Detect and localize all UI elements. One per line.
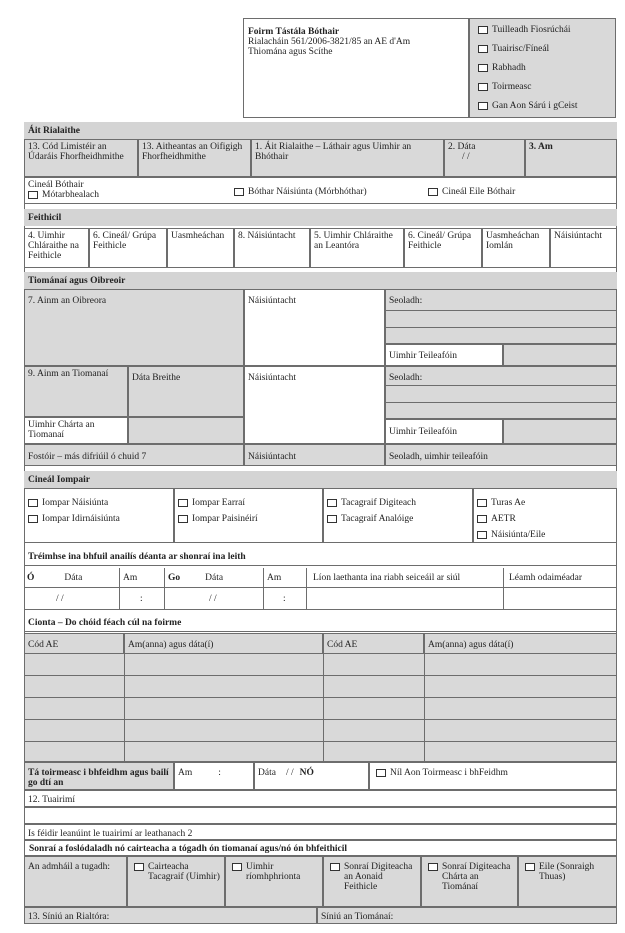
section-control-place: Áit Rialaithe <box>24 122 617 139</box>
field-operator-phone-value[interactable] <box>503 344 617 366</box>
checkbox-icon[interactable] <box>477 515 487 523</box>
transport-col-2 <box>174 488 323 543</box>
period-odometer[interactable]: Léamh odaiméadar <box>504 568 617 588</box>
road-type-label: Cineál Bóthair <box>28 180 84 190</box>
checkbox-icon[interactable] <box>28 191 38 199</box>
checkbox-icon[interactable] <box>327 515 337 523</box>
field-driver-card-value[interactable] <box>128 417 244 444</box>
period-to-date-value[interactable]: / / <box>165 588 264 610</box>
period-from-time[interactable]: Am <box>120 568 165 588</box>
opt-goods[interactable]: Iompar Earraí <box>178 498 319 514</box>
field-trailer-nationality[interactable]: Náisiúntacht <box>550 228 617 268</box>
checkbox-icon[interactable] <box>232 863 242 871</box>
period-to-time-value[interactable]: : <box>264 588 307 610</box>
checkbox-icon[interactable] <box>478 64 488 72</box>
period-to-date[interactable]: Go Dáta <box>165 568 264 588</box>
field-employer[interactable]: Fostóir – más difriúil ó chuid 7 <box>24 444 244 466</box>
remarks-continue-note: Is féidir leanúint le tuairimí ar leathanach 2 <box>24 824 617 840</box>
regulation-ref: Rialacháin 561/2006-3821/85 an AE d'Am <box>248 37 411 47</box>
field-control-location[interactable]: 1. Áit Rialaithe – Láthair agus Uimhir an Bhóthair <box>251 139 444 177</box>
section-transport-type: Cineál Iompair <box>24 471 617 488</box>
checkbox-icon[interactable] <box>28 515 38 523</box>
road-other[interactable]: Cineál Eile Bóthair <box>428 187 515 197</box>
field-operator-phone[interactable]: Uimhir Teileafóin <box>385 344 503 366</box>
field-vehicle-max-weight[interactable]: Uasmheáchan <box>167 228 234 268</box>
offences-header-code-2: Cód AE <box>323 633 424 654</box>
field-driver-phone[interactable]: Uimhir Teileafóin <box>385 419 503 444</box>
field-driver-dob[interactable]: Dáta Breithe <box>128 366 244 417</box>
opt-international[interactable]: Iompar Idirnáisiúnta <box>28 514 170 524</box>
controller-signature[interactable]: 13. Síniú an Rialtóra: <box>24 907 317 924</box>
offences-header-times-2: Am(anna) agus dáta(í) <box>424 633 617 654</box>
header-title-box <box>243 18 469 118</box>
prohibition-valid-until: Tá toirmeasc i bhfeidhm agus bailí go dtí an <box>24 762 174 790</box>
opt-digital-tacho[interactable]: Tacagraif Digiteach <box>327 498 469 514</box>
period-from-date[interactable]: Ó Dáta <box>24 568 120 588</box>
field-authority-code[interactable]: 13. Cód Limistéir an Údaráis Fhorfheidhmithe <box>24 139 138 177</box>
offences-header-times-1: Am(anna) agus dáta(í) <box>124 633 323 654</box>
field-driver-phone-value[interactable] <box>503 419 617 444</box>
checkbox-icon[interactable] <box>234 188 244 196</box>
opt-national[interactable]: Iompar Náisiúnta <box>28 498 170 514</box>
opt-analog-tacho[interactable]: Tacagraif Analóige <box>327 514 469 524</box>
field-trailer-reg[interactable]: 5. Uimhir Chláraithe an Leantóra <box>310 228 404 268</box>
transport-col-1 <box>24 488 174 543</box>
offences-table <box>24 633 617 762</box>
checkbox-icon[interactable] <box>28 499 38 507</box>
opt-driver-card-data[interactable]: Sonraí Digiteacha Chárta an Tiománaí <box>421 856 518 907</box>
form-title: Foirm Tástála Bóthair <box>248 27 340 37</box>
checkbox-icon[interactable] <box>478 102 488 110</box>
prohibition-date[interactable]: Dáta / / NÓ <box>254 762 369 790</box>
outcome-check-report-fine[interactable]: Tuairisc/Fíneál <box>478 44 607 63</box>
field-vehicle-reg[interactable]: 4. Uimhir Chláraithe na Feithicle <box>24 228 89 268</box>
outcome-check-no-infringement[interactable]: Gan Aon Sárú i gCeist <box>478 101 607 120</box>
checkbox-icon[interactable] <box>478 45 488 53</box>
outcome-checkbox-box <box>469 18 616 118</box>
outcome-check-prohibition[interactable]: Toirmeasc <box>478 82 607 101</box>
checkbox-icon[interactable] <box>330 863 340 871</box>
field-driver-nationality[interactable]: Náisiúntacht <box>244 366 385 444</box>
checkbox-icon[interactable] <box>477 499 487 507</box>
remarks-field[interactable]: 12. Tuairimí <box>24 790 617 807</box>
opt-passengers[interactable]: Iompar Paisinéirí <box>178 514 319 524</box>
opt-tacho-charts[interactable]: Cairteacha Tacagraif (Uimhir) <box>127 856 225 907</box>
checkbox-icon[interactable] <box>428 863 438 871</box>
field-employer-nationality[interactable]: Náisiúntacht <box>244 444 385 466</box>
checkbox-icon[interactable] <box>525 863 535 871</box>
opt-aetr[interactable]: AETR <box>477 514 613 530</box>
field-trailer-type[interactable]: 6. Cineál/ Grúpa Feithicle <box>404 228 482 268</box>
section-offences: Cionta – Do chóid féach cúl na foirme <box>28 618 182 628</box>
outcome-check-further-inquiry[interactable]: Tuilleadh Fiosrúchái <box>478 25 607 44</box>
field-trailer-max-weight[interactable]: Uasmheáchan Iomlán <box>482 228 550 268</box>
checkbox-icon[interactable] <box>376 769 386 777</box>
section-vehicle: Feithicil <box>24 209 617 226</box>
opt-printout-number[interactable]: Uimhir ríomhphrionta <box>225 856 323 907</box>
period-days[interactable]: Líon laethanta ina riabh seiceáil ar siúl <box>307 568 504 588</box>
field-vehicle-type[interactable]: 6. Cineál/ Grúpa Feithicle <box>89 228 167 268</box>
checkbox-icon[interactable] <box>327 499 337 507</box>
field-driver-card[interactable]: Uimhir Chárta an Tiomanaí <box>24 417 128 444</box>
no-prohibition[interactable]: Níl Aon Toirmeasc i bhFeidhm <box>369 762 617 790</box>
road-motorway[interactable]: Mótarbhealach <box>28 190 99 200</box>
field-employer-address[interactable]: Seoladh, uimhir teileafóin <box>385 444 617 466</box>
checkbox-icon[interactable] <box>178 515 188 523</box>
transport-col-4 <box>473 488 617 543</box>
checkbox-icon[interactable] <box>478 83 488 91</box>
checkbox-icon[interactable] <box>478 26 488 34</box>
opt-vehicle-unit-data[interactable]: Sonraí Digiteacha an Aonaid Feithicle <box>323 856 421 907</box>
field-date[interactable]: 2. Dáta / / <box>444 139 525 177</box>
field-officer-id[interactable]: 13. Aitheantas an Oifigigh Fhorfheidhmithe <box>138 139 251 177</box>
period-odometer-value[interactable] <box>504 588 617 610</box>
opt-eu-journey[interactable]: Turas Ae <box>477 498 613 514</box>
outcome-check-warning[interactable]: Rabhadh <box>478 63 607 82</box>
field-vehicle-nationality[interactable]: 8. Náisiúntacht <box>234 228 310 268</box>
section-period: Tréimhse ina bhfuil anailís déanta ar shonraí ina leith <box>28 552 246 562</box>
section-driver-operator: Tiománaí agus Oibreoir <box>24 272 617 289</box>
period-from-time-value[interactable]: : <box>120 588 165 610</box>
section-downloaded-data: Sonraí a foslódaladh nó cairteacha a tógadh ón tiomanaí agus/nó ón bhfeithicil <box>24 840 617 856</box>
field-operator-address[interactable]: Seoladh: <box>385 289 617 344</box>
checkbox-icon[interactable] <box>178 499 188 507</box>
prohibition-time[interactable]: Am : <box>174 762 254 790</box>
opt-other[interactable]: Eile (Sonraigh Thuas) <box>518 856 617 907</box>
field-operator-name[interactable]: 7. Ainm an Oibreora <box>24 289 244 366</box>
period-to-time[interactable]: Am <box>264 568 307 588</box>
period-from-date-value[interactable]: / / <box>24 588 120 610</box>
remarks-line[interactable] <box>24 807 617 824</box>
field-driver-name[interactable]: 9. Ainm an Tiomanaí <box>24 366 128 417</box>
receipt-given: An admháil a tugadh: <box>24 856 127 907</box>
field-driver-address[interactable]: Seoladh: <box>385 366 617 419</box>
checkbox-icon[interactable] <box>134 863 144 871</box>
regulation-ref-2: Thiomána agus Scíthe <box>248 47 333 57</box>
checkbox-icon[interactable] <box>428 188 438 196</box>
road-national[interactable]: Bóthar Náisiúnta (Mórbhóthar) <box>234 187 367 197</box>
checkbox-icon[interactable] <box>477 531 487 539</box>
field-operator-nationality[interactable]: Náisiúntacht <box>244 289 385 366</box>
transport-col-3 <box>323 488 473 543</box>
opt-national-other[interactable]: Náisiúnta/Eile <box>477 530 613 540</box>
offences-header-code-1: Cód AE <box>24 633 124 654</box>
driver-signature[interactable]: Síniú an Tiománaí: <box>317 907 617 924</box>
period-days-value[interactable] <box>307 588 504 610</box>
field-time[interactable]: 3. Am <box>525 139 617 177</box>
road-type-row <box>24 177 617 204</box>
